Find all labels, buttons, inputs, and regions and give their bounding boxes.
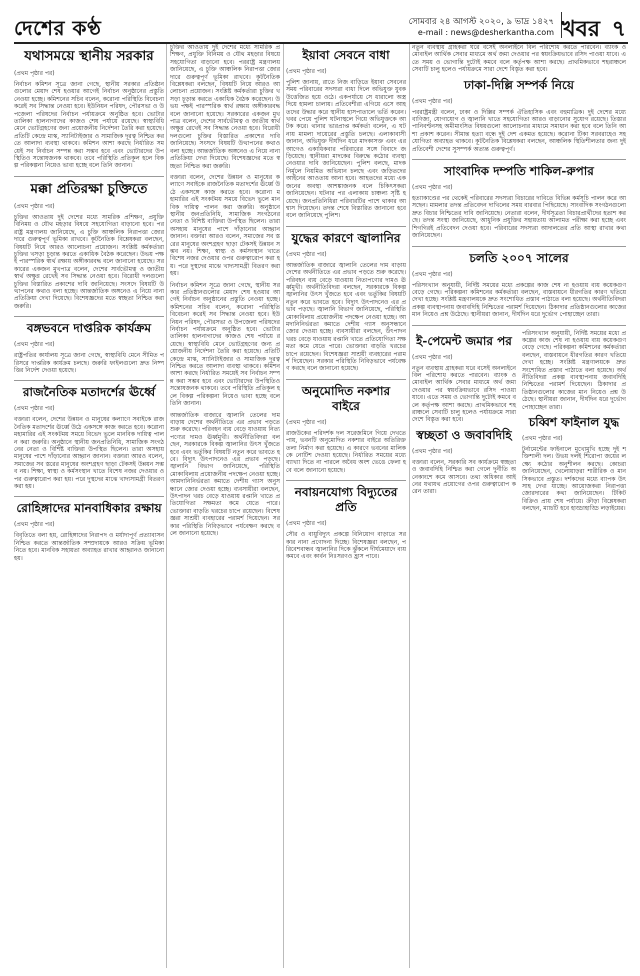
column-1 — [14, 44, 164, 568]
article — [286, 231, 406, 373]
masthead — [14, 8, 628, 48]
article-body: পররাষ্ট্রমন্ত্রী বলেন, ঢাকা ও দিল্লির সম্পর্ক ঐতিহাসিক এবং বহুমাত্রিক। দুই দেশের মধ্যে বাণিজ্য, যোগাযোগ ও জ্বালানি খাতে সহযোগিতা আরও বাড়ানোর সুযোগ রয়েছে। তিস্তার পানিবণ্টনসহ অমীমাংসিত বিষয়গুলো আলোচনার মাধ্যমে সমাধান করা হবে বলে তিনি আশা প্রকাশ করেন। সীমান্ত হত্যা বন্ধে দুই দেশ একমত হয়েছে। করোনা টিকা সরবরাহেও সহযোগিতা অব্যাহত থাকবে। কূটনৈতিক বিশ্লেষকরা বলছেন, আঞ্চলিক স্থিতিশীলতার জন্য দুই প্রতিবেশী দেশের সুসম্পর্ক অত্যন্ত গুরুত্বপূর্ণ। — [412, 108, 626, 153]
separator — [14, 176, 164, 177]
article-body: পুলিশ জানায়, রাতে নিজ বাড়িতে ইয়াবা সেবনের সময় পরিবারের সদস্যরা বাধা দিলে অভিযুক্ত যুবক উত্তেজিত হয়ে ওঠে। একপর্যায়ে সে ধারালো অস্ত্র দিয়ে হামলা চালায়। প্রতিবেশীরা এগিয়ে এসে আহতদের উদ্ধার করে স্থানীয় হাসপাতালে ভর্তি করেন। খবর পেয়ে পুলিশ ঘটনাস্থলে গিয়ে অভিযুক্তকে আটক করে। থানার ভারপ্রাপ্ত কর্মকর্তা বলেন, এ ঘটনায় মামলা দায়েরের প্রস্তুতি চলছে। এলাকাবাসী জানান, অভিযুক্ত দীর্ঘদিন ধরে মাদকাসক্ত এবং এর আগেও একাধিকবার পরিবারের সঙ্গে বিবাদে জড়িয়েছে। স্থানীয়রা মাদকের বিরুদ্ধে কঠোর ব্যবস্থা নেওয়ার দাবি জানিয়েছেন। পুলিশ বলছে, মাদক নির্মূলে নিয়মিত অভিযান চলছে এবং জড়িতদের আইনের আওতায় আনা হবে। আহতদের মধ্যে একজনের অবস্থা আশঙ্কাজনক বলে চিকিৎসকরা জানিয়েছেন। ঘটনার পর এলাকায় চাঞ্চল্য সৃষ্টি হয়েছে। জনপ্রতিনিধিরা পরিবারটির পাশে থাকার আশ্বাস দিয়েছেন। তদন্ত শেষে বিস্তারিত জানানো হবে বলে জানিয়েছে পুলিশ। — [286, 79, 406, 220]
article-dateline: (প্রথম পৃষ্ঠার পর) — [286, 418, 327, 426]
article-body: বক্তারা বলেন, দেশের উন্নয়ন ও মানুষের কল্যাণে সবাইকে রাজনৈতিক মতাদর্শের ঊর্ধ্বে উঠে একসঙ্গে কাজ করতে হবে। করোনা মহামারির এই সংকটময় সময়ে বিভেদ ভুলে মানবিক দায়িত্ব পালন করা জরুরি। অনুষ্ঠানে স্থানীয় জনপ্রতিনিধি, সামাজিক সংগঠনের নেতা ও বিশিষ্ট ব্যক্তিরা উপস্থিত ছিলেন। তারা অসহায় মানুষের পাশে দাঁড়ানোর আহ্বান জানান। বক্তারা আরও বলেন, সমাজের সব স্তরের মানুষের অংশগ্রহণ ছাড়া টেকসই উন্নয়ন সম্ভব নয়। শিক্ষা, স্বাস্থ্য ও কর্মসংস্থান খাতে বিশেষ নজর দেওয়ার ওপর গুরুত্বারোপ করা হয়। পরে দুস্থদের মাঝে খাদ্যসামগ্রী বিতরণ করা হয়। — [14, 416, 164, 491]
article-dateline: (প্রথম পৃষ্ঠার পর) — [412, 353, 453, 361]
article-headline: চব্বিশ ফাইনাল যুদ্ধ — [528, 415, 620, 429]
article — [412, 78, 626, 153]
article-body: নতুন ব্যবস্থায় গ্রাহকরা ঘরে বসেই অনলাইনে বিল পরিশোধ করতে পারবেন। ব্যাংক ও মোবাইল আর্থিক সেবার মাধ্যমে অর্থ জমা দেওয়ার পর স্বয়ংক্রিয়ভাবে রসিদ পাওয়া যাবে। এতে সময় ও ভোগান্তি দুটোই কমবে বলে কর্তৃপক্ষ আশা করছে। প্রাথমিকভাবে শহরাঞ্চলে সেবাটি চালু হলেও পর্যায়ক্রমে সারা দেশে বিস্তৃত করা হবে। — [412, 364, 516, 424]
article-dateline: (প্রথম পৃষ্ঠার পর) — [14, 202, 55, 210]
article-dateline: (প্রথম পৃষ্ঠার পর) — [522, 435, 563, 442]
article-body: পরিসংখ্যান অনুযায়ী, নির্দিষ্ট সময়ের মধ্যে প্রকল্পের কাজ শেষ না হওয়ায় ব্যয় কয়েকগুণ বেড়ে গেছে। পরিকল্পনা কমিশনের কর্মকর্তারা বলছেন, বাস্তবায়নে ধীরগতির কারণ খতিয়ে দেখা হচ্ছে। সংশ্লিষ্ট মন্ত্রণালয়কে দ্রুত সংশোধিত প্রস্তাব পাঠাতে বলা হয়েছে। অর্থনীতিবিদরা প্রকল্প ব্যবস্থাপনায় জবাবদিহি নিশ্চিতের পরামর্শ দিয়েছেন। ঠিকাদার প্রতিষ্ঠানগুলোর কাজের মান নিয়েও প্রশ্ন উঠেছে। স্থানীয়রা জানান, দীর্ঘদিন ধরে দুর্ভোগ পোহাচ্ছেন তারা। — [522, 329, 626, 411]
article-body: রাজউকের পরিদর্শক দল সরেজমিনে গিয়ে দেখতে পায়, ভবনটি অনুমোদিত নকশার বাইরে অতিরিক্ত তলা নির্মাণ করা হয়েছে। এ কারণে ভবনের মালিককে নোটিশ দেওয়া হয়েছে। নির্ধারিত সময়ের মধ্যে ব্যাখ্যা দিতে না পারলে অবৈধ অংশ ভেঙে ফেলা হবে বলে জানানো হয়েছে। — [286, 429, 406, 474]
separator — [412, 325, 626, 326]
article — [286, 485, 406, 561]
article-headline: সাংবাদিক দম্পতি শাকিল-রুপার — [444, 164, 594, 179]
article-dateline: (প্রথম পৃষ্ঠার পর) — [14, 521, 55, 529]
column-divider — [409, 44, 410, 968]
article-body: নির্বাচন কমিশন সূত্রে জানা গেছে, স্থানীয় সরকার প্রতিষ্ঠানগুলোর মেয়াদ শেষ হওয়ার আগেই নির্বাচন অনুষ্ঠানের প্রস্তুতি নেওয়া হচ্ছে। কমিশনের সচিব বলেন, করোনা পরিস্থিতি বিবেচনা করেই সব সিদ্ধান্ত নেওয়া হবে। ইউনিয়ন পরিষদ, পৌরসভা ও উপজেলা পরিষদের নির্বাচন পর্যায়ক্রমে অনুষ্ঠিত হবে। ভোটার তালিকা হালনাগাদের কাজও শেষ পর্যায়ে রয়েছে। স্বাস্থ্যবিধি মেনে ভোটগ্রহণের জন্য প্রয়োজনীয় নির্দেশনা তৈরি করা হয়েছে। প্রতিটি কেন্দ্রে মাস্ক, স্যানিটাইজার ও সামাজিক দূরত্ব নিশ্চিত করতে আলাদা ব্যবস্থা থাকবে। কমিশন আশা করছে নির্ধারিত সময়েই সব নির্বাচন সম্পন্ন করা সম্ভব হবে এবং ভোটারদের উপস্থিতিও সন্তোষজনক থাকবে। তবে পরিস্থিতি প্রতিকূল হলে বিকল্প পরিকল্পনা নিয়েও ভাবা হচ্ছে বলে তিনি জানান। — [170, 281, 280, 408]
article-dateline: (প্রথম পৃষ্ঠার পর) — [412, 270, 453, 278]
article-body: বক্তারা বলেন, দেশের উন্নয়ন ও মানুষের কল্যাণে সবাইকে রাজনৈতিক মতাদর্শের ঊর্ধ্বে উঠে একসঙ্গে কাজ করতে হবে। করোনা মহামারির এই সংকটময় সময়ে বিভেদ ভুলে মানবিক দায়িত্ব পালন করা জরুরি। অনুষ্ঠানে স্থানীয় জনপ্রতিনিধি, সামাজিক সংগঠনের নেতা ও বিশিষ্ট ব্যক্তিরা উপস্থিত ছিলেন। তারা অসহায় মানুষের পাশে দাঁড়ানোর আহ্বান জানান। বক্তারা আরও বলেন, সমাজের সব স্তরের মানুষের অংশগ্রহণ ছাড়া টেকসই উন্নয়ন সম্ভব নয়। শিক্ষা, স্বাস্থ্য ও কর্মসংস্থান খাতে বিশেষ নজর দেওয়ার ওপর গুরুত্বারোপ করা হয়। পরে দুস্থদের মাঝে খাদ্যসামগ্রী বিতরণ করা হয়। — [170, 173, 280, 278]
column-4 — [412, 44, 626, 513]
article-dateline: (প্রথম পৃষ্ঠার পর) — [286, 250, 327, 258]
article-headline: অনুমোদিত নকশার বাইরে — [301, 383, 391, 413]
article-headline: রোহিঙ্গাদের মানবাধিকার রক্ষায় — [16, 501, 162, 516]
issue-date: সোমবার ২৪ আগস্ট ২০২০, ৯ ভাদ্র ১৪২৭ — [408, 17, 554, 27]
page-number: ৭ — [611, 16, 626, 42]
article — [14, 321, 164, 374]
article-headline: ই-পেমেন্ট জমার পর — [416, 333, 512, 348]
article-dateline: (প্রথম পৃষ্ঠার পর) — [14, 405, 55, 413]
article-dateline: (প্রথম পৃষ্ঠার পর) — [412, 97, 453, 105]
separator — [412, 246, 626, 247]
column-2 — [170, 44, 280, 537]
separator — [14, 316, 164, 317]
article-headline: নবায়নযোগ্য বিদ্যুতের প্রতি — [294, 485, 398, 515]
article-headline: স্বচ্ছতা ও জবাবদিহি — [416, 427, 512, 442]
article-body: চুক্তির আওতায় দুই দেশের মধ্যে সামরিক প্রশিক্ষণ, প্রযুক্তি বিনিময় ও যৌথ মহড়ার বিষয়ে সহযোগিতা বাড়ানো হবে। পররাষ্ট্র মন্ত্রণালয় জানিয়েছে, এ চুক্তি আঞ্চলিক নিরাপত্তা জোরদারে গুরুত্বপূর্ণ ভূমিকা রাখবে। কূটনৈতিক বিশ্লেষকরা বলছেন, বিষয়টি নিয়ে আরও আলোচনা প্রয়োজন। সংশ্লিষ্ট কর্মকর্তারা চুক্তির খসড়া চূড়ান্ত করতে একাধিক বৈঠক করেছেন। উভয় পক্ষই পারস্পরিক স্বার্থ রক্ষায় অঙ্গীকারবদ্ধ বলে জানানো হয়েছে। সরকারের একজন মুখপাত্র বলেন, দেশের সার্বভৌমত্ব ও জাতীয় স্বার্থ অক্ষুণ্ণ রেখেই সব সিদ্ধান্ত নেওয়া হবে। বিরোধী দলগুলো চুক্তির বিস্তারিত প্রকাশের দাবি জানিয়েছে। সংসদে বিষয়টি উত্থাপনের কথাও বলা হচ্ছে। আন্তর্জাতিক অঙ্গনেও এ নিয়ে নানা প্রতিক্রিয়া দেখা দিয়েছে। বিশেষজ্ঞদের মতে স্বচ্ছতা নিশ্চিত করা জরুরি। — [170, 44, 280, 170]
article-headline: মক্কা প্রতিরক্ষা চুক্তিতে — [30, 180, 148, 197]
article-headline: রাজনৈতিক মতাদর্শের ঊর্ধ্বে — [22, 385, 156, 400]
article-body: আন্তর্জাতিক বাজারে জ্বালানি তেলের দাম বাড়ায় দেশের অর্থনীতিতে এর প্রভাব পড়তে শুরু করেছে। পরিবহন ব্যয় বেড়ে যাওয়ায় নিত্যপণ্যের দামও ঊর্ধ্বমুখী। অর্থনীতিবিদরা বলছেন, সরকারকে বিকল্প জ্বালানির উৎস খুঁজতে হবে এবং ভর্তুকির বিষয়টি নতুন করে ভাবতে হবে। বিদ্যুৎ উৎপাদনেও এর প্রভাব পড়ছে। জ্বালানি বিভাগ জানিয়েছে, পরিস্থিতি মোকাবিলায় প্রয়োজনীয় পদক্ষেপ নেওয়া হচ্ছে। আমদানিনির্ভরতা কমাতে দেশীয় গ্যাস অনুসন্ধানে জোর দেওয়া হচ্ছে। ব্যবসায়ীরা বলছেন, উৎপাদন খরচ বেড়ে যাওয়ায় রপ্তানি খাতে প্রতিযোগিতা সক্ষমতা কমে যেতে পারে। ভোক্তারা বাড়তি খরচের চাপে রয়েছেন। বিশেষজ্ঞরা সাশ্রয়ী ব্যবহারের পরামর্শ দিয়েছেন। সরকার পরিস্থিতি নিবিড়ভাবে পর্যবেক্ষণ করছে বলে জানানো হয়েছে। — [286, 261, 406, 373]
article-dateline: (প্রথম পৃষ্ঠার পর) — [14, 341, 55, 349]
article-headline: চলতি ২০০৭ সালের — [469, 250, 569, 265]
column-divider — [166, 44, 167, 968]
column-4-left — [412, 330, 516, 496]
article-dateline: (প্রথম পৃষ্ঠার পর) — [412, 447, 453, 455]
separator — [412, 159, 626, 160]
contact-email: e-mail : news@desherkantha.com — [417, 28, 554, 37]
article-body: রাষ্ট্রপতির কার্যালয় সূত্রে জানা গেছে, স্বাস্থ্যবিধি মেনে সীমিত পরিসরে দাপ্তরিক কার্যক্রম চলছে। জরুরি ফাইলগুলো দ্রুত নিষ্পত্তির নির্দেশ দেওয়া হয়েছে। — [14, 352, 164, 374]
article-body: আন্তর্জাতিক বাজারে জ্বালানি তেলের দাম বাড়ায় দেশের অর্থনীতিতে এর প্রভাব পড়তে শুরু করেছে। পরিবহন ব্যয় বেড়ে যাওয়ায় নিত্যপণ্যের দামও ঊর্ধ্বমুখী। অর্থনীতিবিদরা বলছেন, সরকারকে বিকল্প জ্বালানির উৎস খুঁজতে হবে এবং ভর্তুকির বিষয়টি নতুন করে ভাবতে হবে। বিদ্যুৎ উৎপাদনেও এর প্রভাব পড়ছে। জ্বালানি বিভাগ জানিয়েছে, পরিস্থিতি মোকাবিলায় প্রয়োজনীয় পদক্ষেপ নেওয়া হচ্ছে। আমদানিনির্ভরতা কমাতে দেশীয় গ্যাস অনুসন্ধানে জোর দেওয়া হচ্ছে। ব্যবসায়ীরা বলছেন, উৎপাদন খরচ বেড়ে যাওয়ায় রপ্তানি খাতে প্রতিযোগিতা সক্ষমতা কমে যেতে পারে। ভোক্তারা বাড়তি খরচের চাপে রয়েছেন। বিশেষজ্ঞরা সাশ্রয়ী ব্যবহারের পরামর্শ দিয়েছেন। সরকার পরিস্থিতি নিবিড়ভাবে পর্যবেক্ষণ করছে বলে জানানো হয়েছে। — [170, 411, 280, 537]
article — [14, 48, 164, 170]
article — [14, 385, 164, 490]
article — [14, 501, 164, 562]
separator — [14, 380, 164, 381]
separator — [286, 379, 406, 380]
article-body: চুক্তির আওতায় দুই দেশের মধ্যে সামরিক প্রশিক্ষণ, প্রযুক্তি বিনিময় ও যৌথ মহড়ার বিষয়ে সহযোগিতা বাড়ানো হবে। পররাষ্ট্র মন্ত্রণালয় জানিয়েছে, এ চুক্তি আঞ্চলিক নিরাপত্তা জোরদারে গুরুত্বপূর্ণ ভূমিকা রাখবে। কূটনৈতিক বিশ্লেষকরা বলছেন, বিষয়টি নিয়ে আরও আলোচনা প্রয়োজন। সংশ্লিষ্ট কর্মকর্তারা চুক্তির খসড়া চূড়ান্ত করতে একাধিক বৈঠক করেছেন। উভয় পক্ষই পারস্পরিক স্বার্থ রক্ষায় অঙ্গীকারবদ্ধ বলে জানানো হয়েছে। সরকারের একজন মুখপাত্র বলেন, দেশের সার্বভৌমত্ব ও জাতীয় স্বার্থ অক্ষুণ্ণ রেখেই সব সিদ্ধান্ত নেওয়া হবে। বিরোধী দলগুলো চুক্তির বিস্তারিত প্রকাশের দাবি জানিয়েছে। সংসদে বিষয়টি উত্থাপনের কথাও বলা হচ্ছে। আন্তর্জাতিক অঙ্গনেও এ নিয়ে নানা প্রতিক্রিয়া দেখা দিয়েছে। বিশেষজ্ঞদের মতে স্বচ্ছতা নিশ্চিত করা জরুরি। — [14, 213, 164, 310]
article-headline: বঙ্গভবনে দাপ্তরিক কার্যক্রম — [26, 321, 152, 336]
article-body: টুর্নামেন্টের ফাইনালে মুখোমুখি হচ্ছে দুই শক্তিশালী দল। উভয় দলই শিরোপা জয়ের লক্ষ্যে কঠোর অনুশীলন করছে। কোচরা জানিয়েছেন, খেলোয়াড়রা শারীরিক ও মানসিকভাবে প্রস্তুত। দর্শকদের মধ্যে ব্যাপক উৎসাহ দেখা যাচ্ছে। আয়োজকরা নিরাপত্তা জোরদারের কথা জানিয়েছেন। টিকিট বিক্রিও প্রায় শেষ পর্যায়ে। ক্রীড়া বিশ্লেষকরা বলছেন, ম্যাচটি হবে হাড্ডাহাড্ডি লড়াইয়ের। — [522, 446, 626, 513]
separator — [14, 496, 164, 497]
article-headline: ঢাকা-দিল্লি সম্পর্ক নিয়ে — [464, 77, 574, 92]
article-dateline: (প্রথম পৃষ্ঠার পর) — [412, 184, 453, 192]
column-3 — [286, 44, 406, 567]
article — [286, 48, 406, 220]
separator — [286, 226, 406, 227]
separator — [286, 480, 406, 481]
column-4-right — [522, 330, 626, 513]
article-body: সৌর ও বায়ুবিদ্যুৎ প্রকল্পে বিনিয়োগ বাড়াতে সরকার নানা প্রণোদনা দিচ্ছে। বিশেষজ্ঞরা বলছেন, পরিবেশবান্ধব জ্বালানির দিকে ঝুঁকলে দীর্ঘমেয়াদে ব্যয় কমবে এবং কার্বন নিঃসরণও হ্রাস পাবে। — [286, 531, 406, 561]
article — [412, 251, 626, 319]
article-body: হত্যাকাণ্ডের পর থেকেই পরিবারের সদস্যরা বিচারের দাবিতে বিভিন্ন কর্মসূচি পালন করে আসছেন। মামলার তদন্ত প্রতিবেদন দাখিলের সময় বারবার পিছিয়েছে। সাংবাদিক সংগঠনগুলো দ্রুত বিচার নিশ্চিতের দাবি জানিয়েছে। নেতারা বলেন, দীর্ঘসূত্রতা বিচারপ্রার্থীদের হতাশ করছে। তদন্ত সংস্থা জানিয়েছে, আধুনিক প্রযুক্তির সহায়তায় আলামত পরীক্ষা করা হচ্ছে এবং শিগগিরই প্রতিবেদন দেওয়া হবে। পরিবারের সদস্যরা আদালতের প্রতি আস্থা রাখার কথা জানিয়েছেন। — [412, 195, 626, 240]
article-dateline: (প্রথম পৃষ্ঠার পর) — [286, 520, 327, 528]
section-name: খবর — [561, 16, 600, 42]
article-body: পরিসংখ্যান অনুযায়ী, নির্দিষ্ট সময়ের মধ্যে প্রকল্পের কাজ শেষ না হওয়ায় ব্যয় কয়েকগুণ বেড়ে গেছে। পরিকল্পনা কমিশনের কর্মকর্তারা বলছেন, বাস্তবায়নে ধীরগতির কারণ খতিয়ে দেখা হচ্ছে। সংশ্লিষ্ট মন্ত্রণালয়কে দ্রুত সংশোধিত প্রস্তাব পাঠাতে বলা হয়েছে। অর্থনীতিবিদরা প্রকল্প ব্যবস্থাপনায় জবাবদিহি নিশ্চিতের পরামর্শ দিয়েছেন। ঠিকাদার প্রতিষ্ঠানগুলোর কাজের মান নিয়েও প্রশ্ন উঠেছে। স্থানীয়রা জানান, দীর্ঘদিন ধরে দুর্ভোগ পোহাচ্ছেন তারা। — [412, 281, 626, 319]
article-body: বিবৃতিতে বলা হয়, রোহিঙ্গাদের নিরাপদ ও মর্যাদাপূর্ণ প্রত্যাবাসন নিশ্চিত করতে আন্তর্জাতিক সম্প্রদায়কে আরও সক্রিয় ভূমিকা নিতে হবে। মানবিক সহায়তা অব্যাহত রাখার আহ্বানও জানানো হয়। — [14, 532, 164, 562]
article-dateline: (প্রথম পৃষ্ঠার পর) — [286, 68, 327, 75]
newspaper-title: দেশের কণ্ঠ — [14, 16, 102, 40]
article — [412, 164, 626, 239]
article-body: নতুন ব্যবস্থায় গ্রাহকরা ঘরে বসেই অনলাইনে বিল পরিশোধ করতে পারবেন। ব্যাংক ও মোবাইল আর্থিক সেবার মাধ্যমে অর্থ জমা দেওয়ার পর স্বয়ংক্রিয়ভাবে রসিদ পাওয়া যাবে। এতে সময় ও ভোগান্তি দুটোই কমবে বলে কর্তৃপক্ষ আশা করছে। প্রাথমিকভাবে শহরাঞ্চলে সেবাটি চালু হলেও পর্যায়ক্রমে সারা দেশে বিস্তৃত করা হবে। — [412, 44, 626, 74]
article-headline: ইয়াবা সেবনে বাধা — [302, 48, 390, 62]
column-divider — [283, 44, 284, 968]
article-body: বক্তারা বলেন, সরকারি সব কার্যক্রমে স্বচ্ছতা ও জবাবদিহি নিশ্চিত করা গেলে দুর্নীতি অনেকাংশে কমে আসবে। তথ্য অধিকার আইনের যথাযথ প্রয়োগের ওপর গুরুত্বারোপ করেন তারা। — [412, 458, 516, 496]
article — [14, 181, 164, 310]
article-headline: যথাসময়ে স্থানীয় সরকার — [24, 48, 154, 64]
article — [286, 384, 406, 474]
article-dateline: (প্রথম পৃষ্ঠার পর) — [14, 70, 55, 77]
article-body: নির্বাচন কমিশন সূত্রে জানা গেছে, স্থানীয় সরকার প্রতিষ্ঠানগুলোর মেয়াদ শেষ হওয়ার আগেই নির্বাচন অনুষ্ঠানের প্রস্তুতি নেওয়া হচ্ছে। কমিশনের সচিব বলেন, করোনা পরিস্থিতি বিবেচনা করেই সব সিদ্ধান্ত নেওয়া হবে। ইউনিয়ন পরিষদ, পৌরসভা ও উপজেলা পরিষদের নির্বাচন পর্যায়ক্রমে অনুষ্ঠিত হবে। ভোটার তালিকা হালনাগাদের কাজও শেষ পর্যায়ে রয়েছে। স্বাস্থ্যবিধি মেনে ভোটগ্রহণের জন্য প্রয়োজনীয় নির্দেশনা তৈরি করা হয়েছে। প্রতিটি কেন্দ্রে মাস্ক, স্যানিটাইজার ও সামাজিক দূরত্ব নিশ্চিত করতে আলাদা ব্যবস্থা থাকবে। কমিশন আশা করছে নির্ধারিত সময়েই সব নির্বাচন সম্পন্ন করা সম্ভব হবে এবং ভোটারদের উপস্থিতিও সন্তোষজনক থাকবে। তবে পরিস্থিতি প্রতিকূল হলে বিকল্প পরিকল্পনা নিয়েও ভাবা হচ্ছে বলে তিনি জানান। — [14, 81, 164, 170]
article-headline: যুদ্ধের কারণে জ্বালানির — [291, 230, 401, 245]
